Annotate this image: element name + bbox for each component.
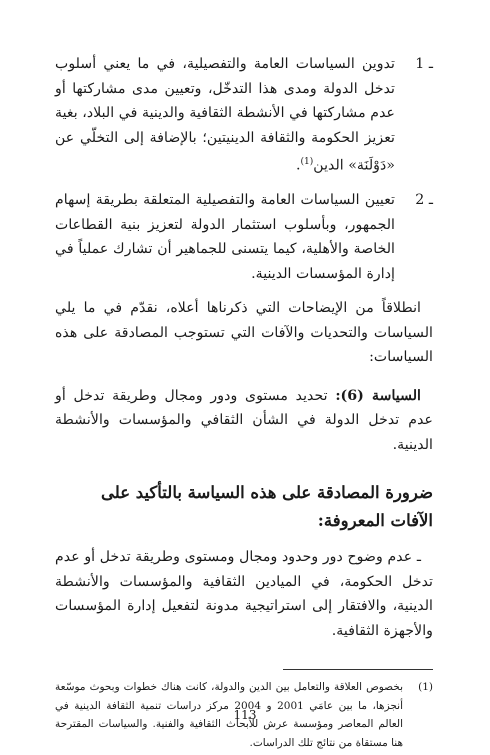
bullet-paragraph: ـ عدم وضوح دور وحدود ومجال ومستوى وطريقة تدخل أو عدم تدخل الحكومة، في الميادين الثقافية والمؤسسات والأنشطة الدينية، والافتقار إلى استراتيجية مدونة لتفعيل إدارة المؤسسات والأجهزة الثقافية. bbox=[55, 549, 433, 639]
policy-statement bbox=[55, 384, 433, 458]
section-heading: ضرورة المصادقة على هذه السياسة بالتأكيد على الآفات المعروفة: bbox=[100, 483, 433, 531]
footnote-number: (1) bbox=[418, 681, 433, 694]
intro-paragraph: انطلاقاً من الإيضاحات التي ذكرناها أعلاه، نقدّم في ما يلي السياسات والتحديات والآفات التي تستوجب المصادقة على هذه السياسات: bbox=[55, 300, 433, 366]
list-item-number: 1 ـ bbox=[415, 56, 433, 72]
footnote-ref[interactable]: (1) bbox=[300, 157, 314, 167]
list-item-2 bbox=[55, 188, 433, 286]
footnote-text: بخصوص العلاقة والتعامل بين الدين والدولة، كانت هناك خطوات وبحوث موسّعة أنجزها، ما بين عامَي 2001 و 2004 مركز دراسات تنمية الثقافة الدينية في العالم المعاصر ومؤسسة عرش للأبحاث الثقافية والفنية. والسياسات المقترحة هنا مستقاة من نتائج تلك الدراسات. bbox=[55, 681, 403, 749]
policy-label: السياسة (6): bbox=[335, 387, 421, 404]
list-item-text: تعيين السياسات العامة والتفصيلية المتعلقة بطريقة إسهام الجمهور، وبأسلوب استثمار الدولة لتعزيز بنية القطاعات الخاصة والأهلية، كيما يتسنى للجماهير أن تشارك عملياً في إدارة المؤسسات الدينية. bbox=[55, 192, 395, 282]
list-item-1 bbox=[55, 52, 433, 178]
list-item-text: تدوين السياسات العامة والتفصيلية، في ما يعني أسلوب تدخل الدولة ومدى هذا التدخّل، وتعيين مدى مشاركتها أو عدم مشاركتها في الأنشطة الثقافية والدينية في البلاد، بغية تعزيز الحكومة والثقافة الدينيتين؛ بالإضافة إلى التخلّي عن «دَوْلَنَة» الدين$^{(1)}$. bbox=[55, 56, 395, 174]
list-item-number: 2 ـ bbox=[415, 192, 433, 209]
page-number: 113 bbox=[233, 708, 257, 722]
footnote-separator bbox=[283, 669, 433, 670]
policy-text: تحديد مستوى ودور ومجال وطريقة تدخل أو عدم تدخل الدولة في الشأن الثقافي والمؤسسات والأنشطة الدينية. bbox=[55, 387, 433, 453]
page-body bbox=[55, 52, 433, 752]
